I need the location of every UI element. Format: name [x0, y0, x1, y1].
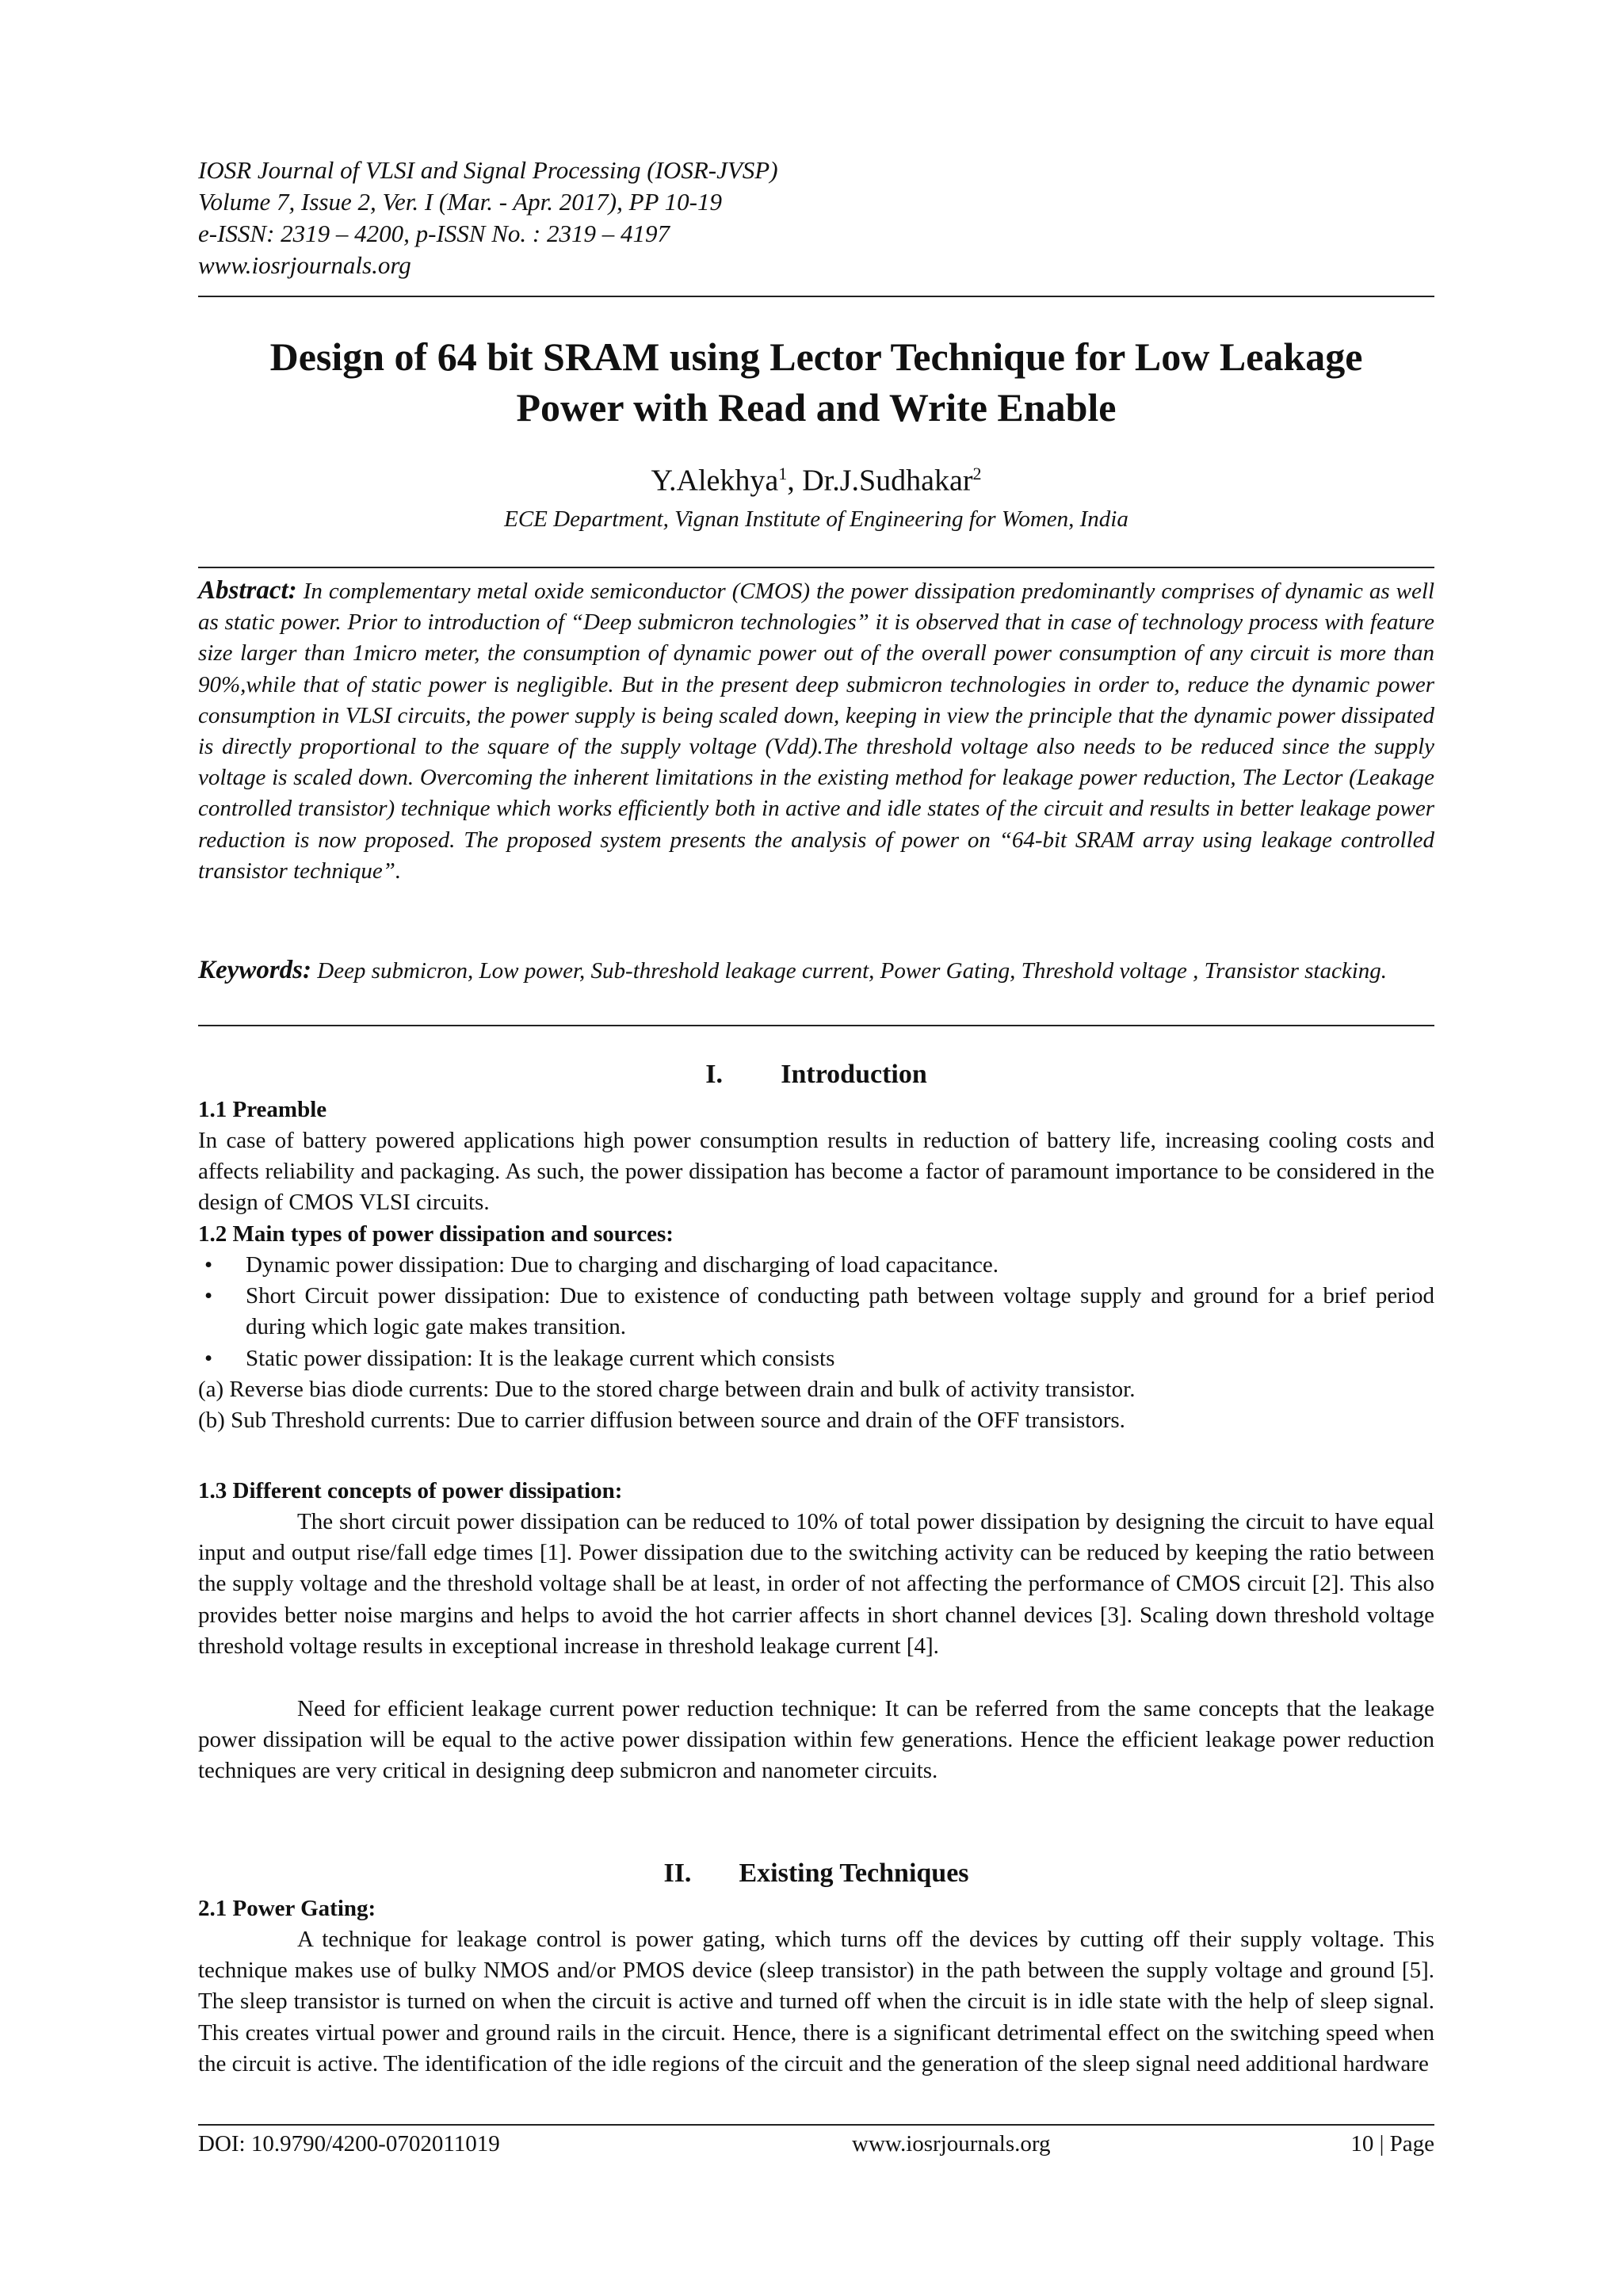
paragraph: A technique for leakage control is power gating, which turns off the devices by cutting off their supply voltage. This technique makes use of bulky NMOS and/or PMOS device (sleep transistor) in the path between the supply voltage and ground [5]. The sleep transistor is turned on when the circuit is active and turned off when the circuit is in idle state with the help of sleep signal. This creates virtual power and ground rails in the circuit. Hence, there is a significant detrimental effect on the switching speed when the circuit is active. The identification of the idle regions of the circuit and the generation of the sleep signal need additional hardware — [198, 1927, 1434, 2076]
journal-name: IOSR Journal of VLSI and Signal Processing (IOSR-JVSP) — [198, 156, 778, 184]
journal-website[interactable]: www.iosrjournals.org — [198, 251, 411, 279]
bullet-list — [198, 1250, 1434, 1374]
footer-doi: DOI: 10.9790/4200-0702011019 — [198, 2131, 500, 2157]
subsection-heading: 2.1 Power Gating: — [198, 1896, 376, 1921]
subsection-heading: 1.2 Main types of power dissipation and sources: — [198, 1221, 674, 1247]
author-affiliation-mark: 1 — [778, 464, 788, 483]
journal-issn: e-ISSN: 2319 – 4200, p-ISSN No. : 2319 – 4197 — [198, 220, 670, 247]
abstract-label: Abstract: — [198, 576, 297, 605]
section-heading-existing-techniques — [198, 1857, 1434, 1890]
paragraph: The short circuit power dissipation can be reduced to 10% of total power dissipation by designing the circuit to have equal input and output rise/fall edge times [1]. Power dissipation due to the switching activity can be reduced by keeping the ratio between the supply voltage and the threshold voltage shall be at least, in order of not affecting the performance of CMOS circuit [2]. This also provides better noise margins and helps to avoid the hot carrier affects in short channel devices [3]. Scaling down threshold voltage threshold voltage results in exceptional increase in threshold leakage current [4]. — [198, 1509, 1434, 1659]
section-title: Introduction — [781, 1060, 927, 1089]
author-separator: , — [787, 464, 803, 498]
list-item: (b) Sub Threshold currents: Due to carrier diffusion between source and drain of the OFF transistors. — [198, 1408, 1125, 1433]
subsection-heading: 1.1 Preamble — [198, 1097, 327, 1122]
author-name: Dr.J.Sudhakar — [802, 464, 973, 498]
abstract-text: In complementary metal oxide semiconductor (CMOS) the power dissipation predominantly comprises of dynamic as well as static power. Prior to introduction of “Deep submicron technologies” it is observed that in case of technology process with feature size larger than 1micro meter, the consumption of dynamic power out of the overall power consumption of any circuit is more than 90%,while that of static power is negligible. But in the present deep submicron technologies in order to, reduce the dynamic power consumption in VLSI circuits, the power supply is being scaled down, keeping in view the principle that the dynamic power dissipated is directly proportional to the square of the supply voltage (Vdd).The threshold voltage also needs to be reduced since the supply voltage is scaled down. Overcoming the inherent limitations in the existing method for leakage power reduction, The Lector (Leakage controlled transistor) technique which works efficiently both in active and idle states of the circuit and results in better leakage power reduction is now proposed. The proposed system presents the analysis of power on “64-bit SRAM array using leakage controlled transistor technique”. — [198, 579, 1435, 884]
paper-title-line2: Power with Read and Write Enable — [516, 385, 1117, 430]
list-item: (a) Reverse bias diode currents: Due to the stored charge between drain and bulk of activity transistor. — [198, 1377, 1136, 1402]
section-heading-introduction — [198, 1058, 1434, 1091]
abstract-top-rule — [198, 567, 1434, 568]
abstract — [198, 575, 1434, 887]
journal-header — [198, 155, 1434, 281]
footer-page-number: 10 | Page — [1350, 2131, 1434, 2157]
author-list — [198, 456, 1434, 499]
header-rule — [198, 296, 1434, 297]
section-number: II. — [663, 1859, 692, 1888]
footer-website[interactable]: www.iosrjournals.org — [852, 2131, 1051, 2157]
section-title: Existing Techniques — [739, 1859, 969, 1888]
keywords-label: Keywords: — [198, 956, 311, 984]
paragraph: In case of battery powered applications high power consumption results in reduction of battery life, increasing cooling costs and affects reliability and packaging. As such, the power dissipation has become a factor of paramount importance to be considered in the design of CMOS VLSI circuits. — [198, 1128, 1434, 1216]
section-number: I. — [705, 1060, 723, 1089]
keywords-text: Deep submicron, Low power, Sub-threshold leakage current, Power Gating, Threshold voltage , Transistor stacking. — [317, 958, 1388, 984]
keywords — [198, 955, 1434, 987]
list-item: • Short Circuit power dissipation: Due to existence of conducting path between voltage supply and ground for a brief period during which logic gate makes transition. — [198, 1281, 1434, 1343]
paragraph: Need for efficient leakage current power reduction technique: It can be referred from the same concepts that the leakage power dissipation will be equal to the active power dissipation within few generations. Hence the efficient leakage power reduction techniques are very critical in designing deep submicron and nanometer circuits. — [198, 1696, 1434, 1784]
paper-title — [198, 331, 1434, 433]
author-name: Y.Alekhya — [651, 464, 779, 498]
list-item: • Static power dissipation: It is the leakage current which consists — [198, 1343, 1434, 1374]
author-affiliation: ECE Department, Vignan Institute of Engineering for Women, India — [504, 506, 1128, 532]
paper-title-line1: Design of 64 bit SRAM using Lector Technique for Low Leakage — [269, 334, 1363, 379]
footer-rule — [198, 2124, 1434, 2126]
list-item: • Dynamic power dissipation: Due to charging and discharging of load capacitance. — [198, 1250, 1434, 1281]
abstract-bottom-rule — [198, 1025, 1434, 1026]
journal-volume: Volume 7, Issue 2, Ver. I (Mar. - Apr. 2017), PP 10-19 — [198, 188, 722, 216]
author-affiliation-mark: 2 — [972, 464, 982, 483]
subsection-heading: 1.3 Different concepts of power dissipation: — [198, 1478, 623, 1503]
